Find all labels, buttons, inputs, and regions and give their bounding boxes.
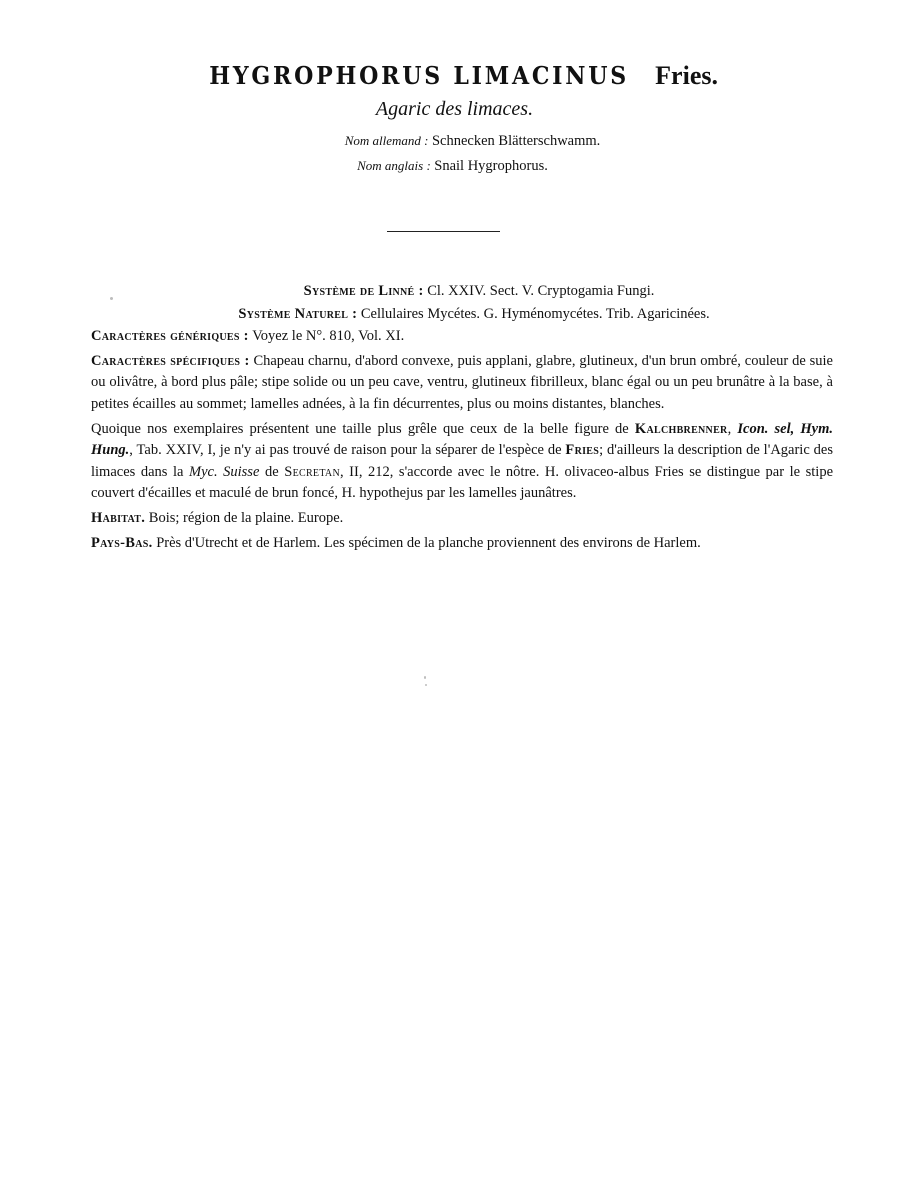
english-label: Nom anglais : <box>357 158 431 173</box>
divider-rule <box>387 231 500 232</box>
title-block <box>0 58 909 179</box>
specific-label: Caractères spécifiques : <box>91 352 250 369</box>
habitat-text: Bois; région de la plaine. Europe. <box>148 509 344 526</box>
generic-label: Caractères génériques : <box>91 328 249 345</box>
specific-text: Chapeau charnu, d'abord convexe, puis applani, glabre, glutineux, d'un brun ombré, couleur de suie ou olivâtre, à bord plus pâle; stipe solide ou un peu cave, ventru, glutineux fibrilleux, blanc égal ou un peu brunâtre à la base, à petites écailles au sommet; lamelles adnées, à la fin décurrentes, plus ou moins distantes, blanches. <box>91 352 833 412</box>
english-name: Snail Hygrophorus. <box>434 158 548 174</box>
habitat-line <box>91 508 833 530</box>
latin-name: HYGROPHORUS LIMACINUS <box>209 61 629 90</box>
remarks-paragraph <box>91 419 833 505</box>
description-body <box>85 281 833 554</box>
pays-bas-label: Pays-Bas. <box>91 534 153 551</box>
remarks-part-3: , Tab. XXIV, I, je n'y ai pas trouvé de raison pour la séparer de l'espèce de <box>129 442 562 459</box>
naturel-label: Système Naturel : <box>238 305 358 322</box>
generic-text: Voyez le N°. 810, Vol. XI. <box>252 328 405 345</box>
habitat-label: Habitat. <box>91 509 146 526</box>
pays-bas-line <box>91 533 833 555</box>
linne-label: Système de Linné : <box>303 283 424 299</box>
paper-speck <box>424 676 426 679</box>
english-name-line <box>0 154 909 179</box>
naturel-system-line <box>115 304 833 326</box>
french-name: Agaric des limaces. <box>375 98 534 120</box>
pays-bas-text: Près d'Utrecht et de Harlem. Les spécimen de la planche proviennent des environs de Harlem. <box>156 534 701 551</box>
fries-name: Fries <box>565 442 600 459</box>
author-name: Fries. <box>655 61 718 90</box>
remarks-part-4: ; d'ailleurs la description de l'Agaric des limaces dans la <box>91 442 833 480</box>
remarks-part-2: , <box>727 420 732 437</box>
specific-characters <box>91 351 833 416</box>
remarks-part-1: Quoique nos exemplaires présentent une taille plus grêle que ceux de la belle figure de <box>91 420 629 437</box>
paper-speck <box>425 684 427 686</box>
german-name-line <box>36 129 909 154</box>
remarks-part-6: , II, 212, s'accorde avec le nôtre. H. olivaceo-albus Fries se distingue par le stipe couvert d'écailles et maculé de brun foncé, H. hypothejus par les lamelles jaunâtres. <box>91 463 834 502</box>
common-names <box>0 129 909 179</box>
german-name: Schnecken Blätterschwamm. <box>431 133 601 149</box>
page-title <box>0 58 909 93</box>
naturel-text: Cellulaires Mycétes. G. Hyménomycétes. Trib. Agaricinées. <box>360 305 710 322</box>
paper-speck <box>110 297 113 300</box>
generic-characters <box>91 326 833 348</box>
german-label: Nom allemand : <box>344 133 429 148</box>
remarks-part-5: de <box>264 463 279 480</box>
kalchbrenner-name: Kalchbrenner <box>634 420 728 437</box>
linne-text: Cl. XXIV. Sect. V. Cryptogamia Fungi. <box>427 283 655 299</box>
secretan-name: Secretan <box>284 463 340 480</box>
icon-reference: Icon. sel, Hym. Hung. <box>91 420 834 459</box>
myc-reference: Myc. Suisse <box>189 463 260 480</box>
linne-system-line <box>125 281 833 303</box>
